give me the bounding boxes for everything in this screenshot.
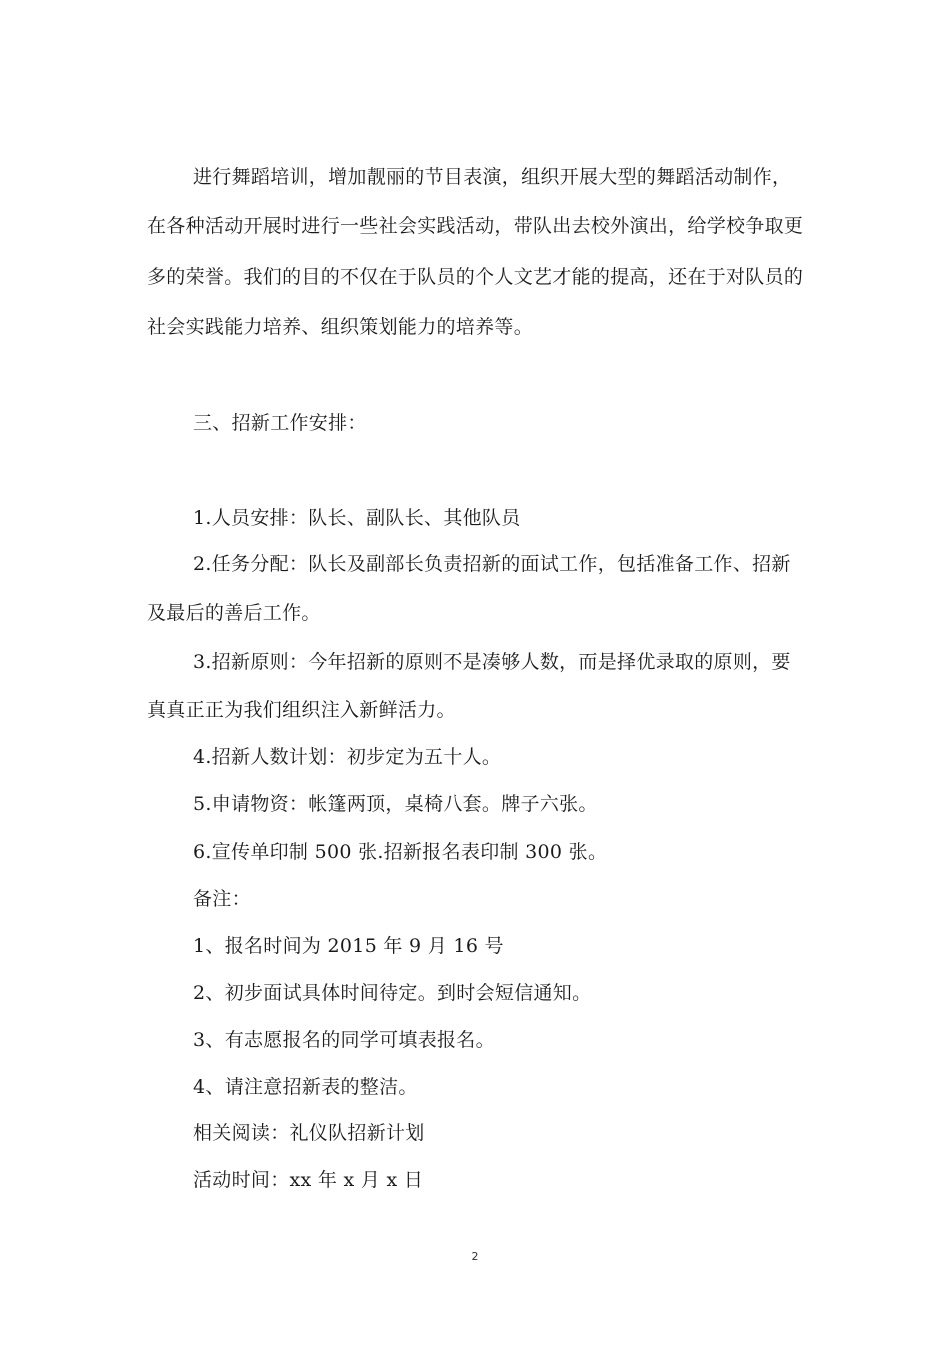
item-3-line-2: 真真正正为我们组织注入新鲜活力。: [147, 699, 456, 721]
item-2-line-2: 及最后的善后工作。: [147, 602, 321, 624]
item-5: 5.申请物资：帐篷两顶，桌椅八套。牌子六张。: [193, 793, 598, 815]
item-3-line-1: 3.招新原则：今年招新的原则不是凑够人数，而是择优录取的原则，要: [193, 651, 791, 673]
note-1: 1、报名时间为 2015 年 9 月 16 号: [193, 935, 504, 957]
related-reading: 相关阅读：礼仪队招新计划: [193, 1122, 425, 1144]
note-3: 3、有志愿报名的同学可填表报名。: [193, 1029, 495, 1051]
item-2-line-1: 2.任务分配：队长及副部长负责招新的面试工作，包括准备工作、招新: [193, 553, 791, 575]
notes-heading: 备注：: [193, 888, 251, 910]
note-4: 4、请注意招新表的整洁。: [193, 1076, 418, 1098]
item-4: 4.招新人数计划：初步定为五十人。: [193, 746, 502, 768]
item-6: 6.宣传单印制 500 张.招新报名表印制 300 张。: [193, 841, 608, 863]
note-2: 2、初步面试具体时间待定。到时会短信通知。: [193, 982, 592, 1004]
activity-time: 活动时间：xx 年 x 月 x 日: [193, 1169, 424, 1191]
intro-line-3: 多的荣誉。我们的目的不仅在于队员的个人文艺才能的提高，还在于对队员的: [147, 266, 804, 288]
intro-line-4: 社会实践能力培养、组织策划能力的培养等。: [147, 316, 534, 338]
page-number: 2: [471, 1250, 479, 1263]
section-heading: 三、招新工作安排：: [193, 412, 367, 434]
item-1: 1.人员安排：队长、副队长、其他队员: [193, 507, 521, 529]
intro-line-1: 进行舞蹈培训，增加靓丽的节目表演，组织开展大型的舞蹈活动制作，: [193, 166, 792, 188]
intro-line-2: 在各种活动开展时进行一些社会实践活动，带队出去校外演出，给学校争取更: [147, 215, 804, 237]
